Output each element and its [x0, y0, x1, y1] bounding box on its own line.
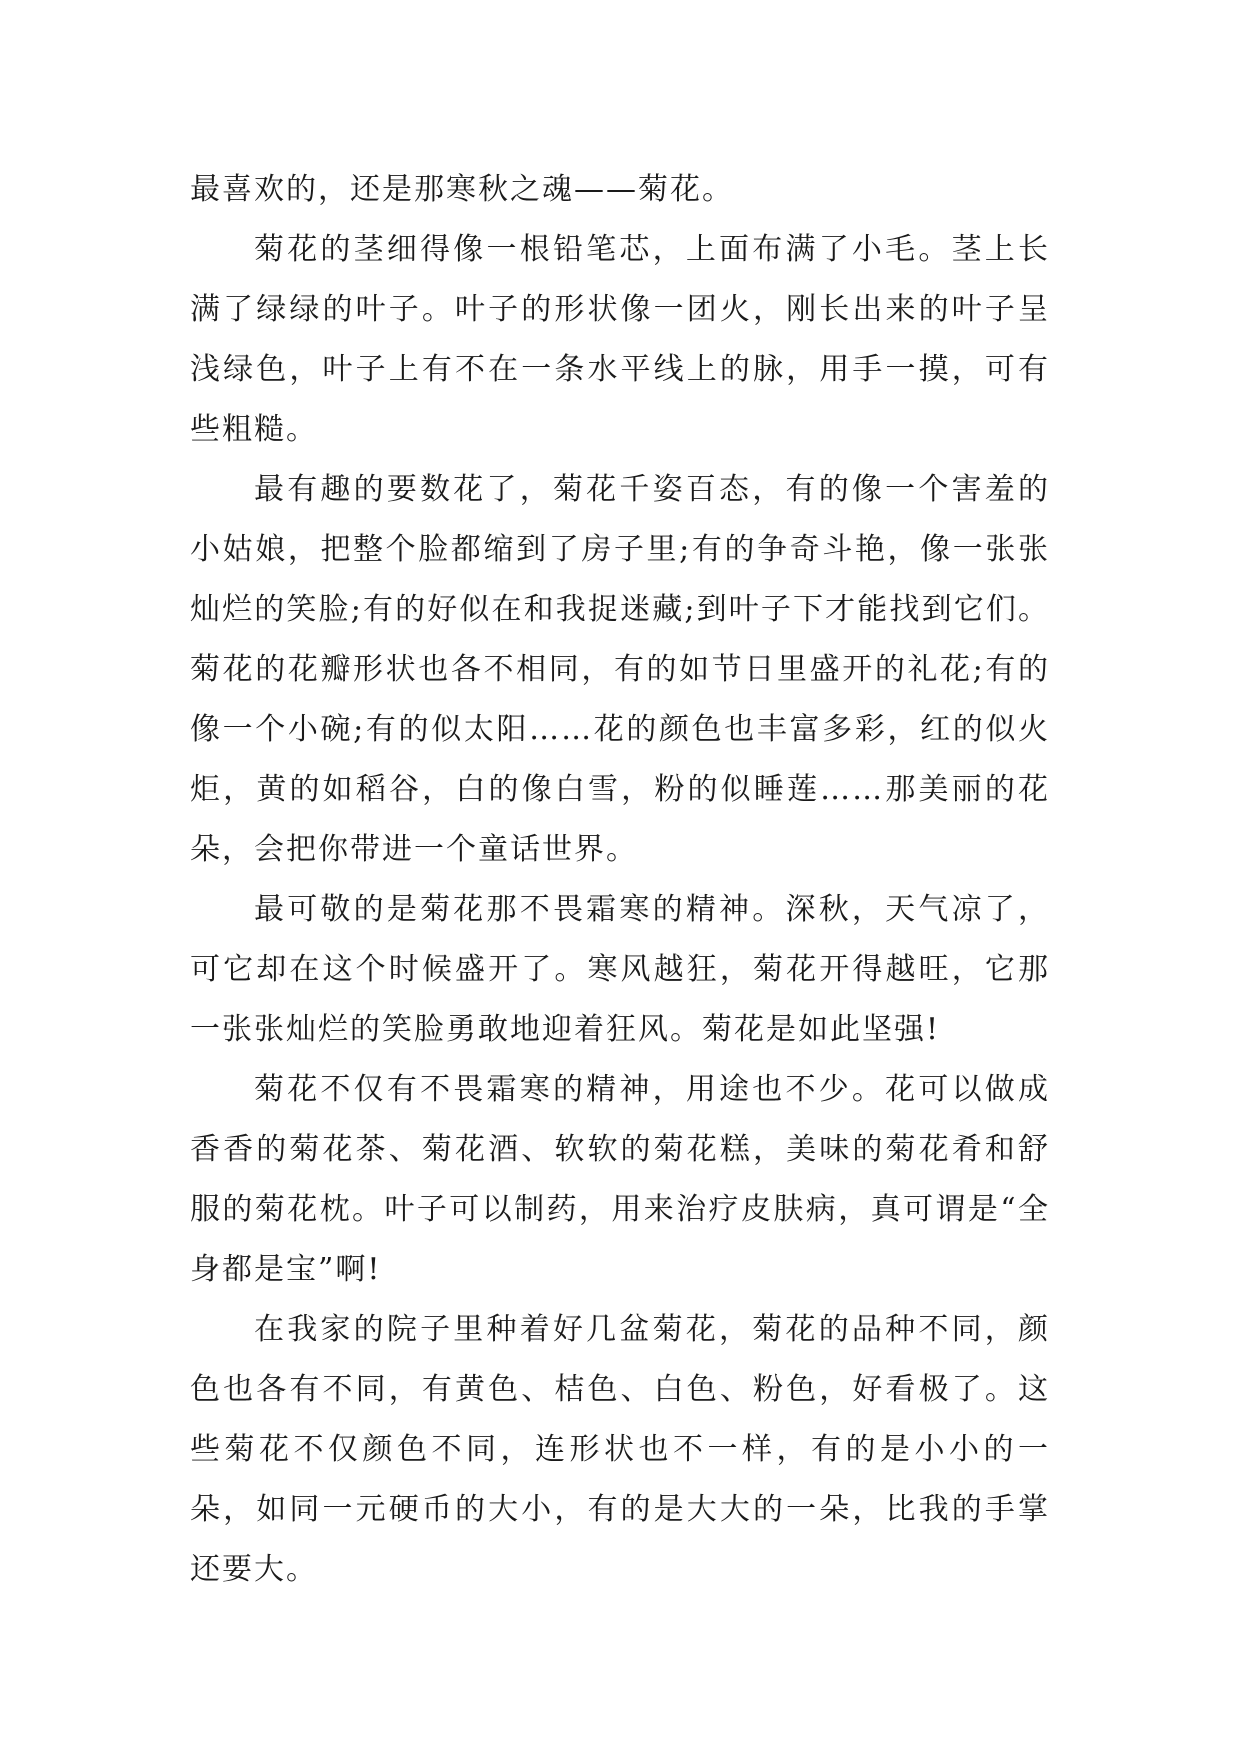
document-body	[190, 160, 1050, 1600]
paragraph-5: 菊花不仅有不畏霜寒的精神，用途也不少。花可以做成香香的菊花茶、菊花酒、软软的菊花糕，美味的菊花肴和舒服的菊花枕。叶子可以制药，用来治疗皮肤病，真可谓是“全身都是宝”啊!	[190, 1072, 1050, 1287]
paragraph-4: 最可敬的是菊花那不畏霜寒的精神。深秋，天气凉了，可它却在这个时候盛开了。寒风越狂，菊花开得越旺，它那一张张灿烂的笑脸勇敢地迎着狂风。菊花是如此坚强!	[190, 892, 1050, 1047]
paragraph-1: 最喜欢的，还是那寒秋之魂——菊花。	[190, 172, 734, 207]
paragraph-2: 菊花的茎细得像一根铅笔芯，上面布满了小毛。茎上长满了绿绿的叶子。叶子的形状像一团火，刚长出来的叶子呈浅绿色，叶子上有不在一条水平线上的脉，用手一摸，可有些粗糙。	[190, 232, 1050, 447]
paragraph-3: 最有趣的要数花了，菊花千姿百态，有的像一个害羞的小姑娘，把整个脸都缩到了房子里;有的争奇斗艳，像一张张灿烂的笑脸;有的好似在和我捉迷藏;到叶子下才能找到它们。菊花的花瓣形状也各不相同，有的如节日里盛开的礼花;有的像一个小碗;有的似太阳……花的颜色也丰富多彩，红的似火炬，黄的如稻谷，白的像白雪，粉的似睡莲……那美丽的花朵，会把你带进一个童话世界。	[190, 472, 1050, 867]
paragraph-6: 在我家的院子里种着好几盆菊花，菊花的品种不同，颜色也各有不同，有黄色、桔色、白色、粉色，好看极了。这些菊花不仅颜色不同，连形状也不一样，有的是小小的一朵，如同一元硬币的大小，有的是大大的一朵，比我的手掌还要大。	[190, 1312, 1050, 1587]
